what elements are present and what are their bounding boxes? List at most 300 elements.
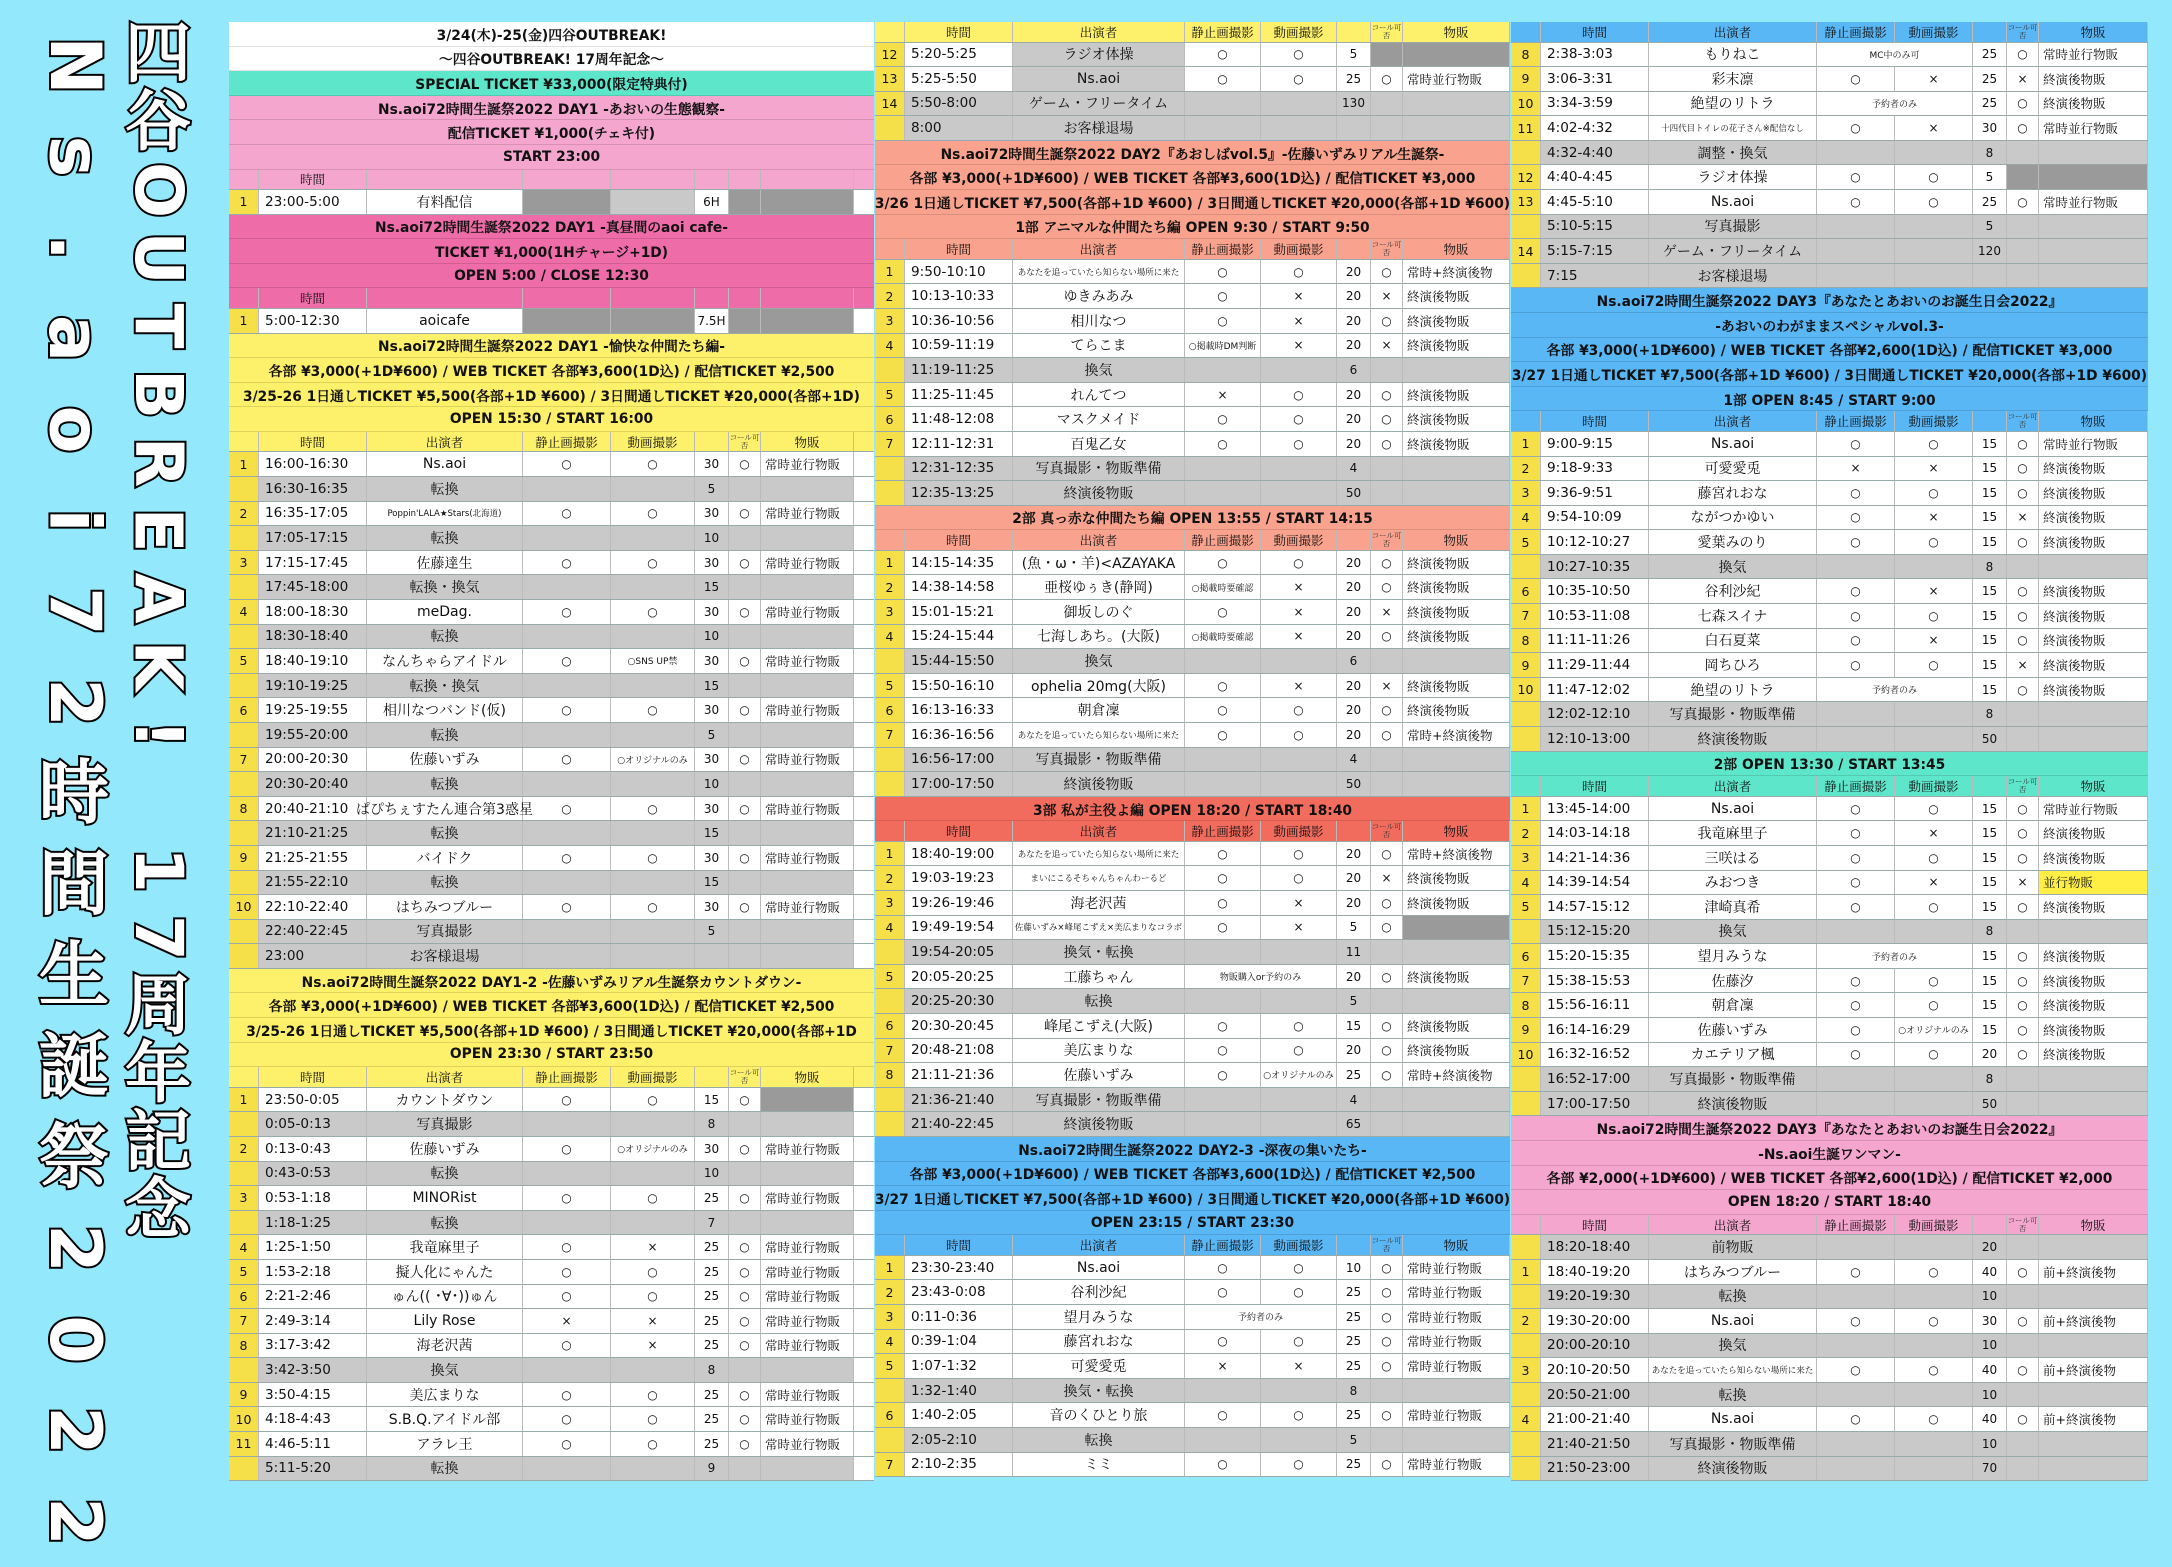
header-video-permission: 動画撮影: [611, 1067, 695, 1087]
time-slot: 19:10-19:25: [259, 674, 367, 698]
video-permission: [1895, 141, 1973, 165]
row-number: 7: [1511, 969, 1541, 993]
title-char: 2: [33, 678, 116, 727]
header-video-permission: 動画撮影: [1895, 411, 1973, 431]
merch-type: [761, 944, 854, 968]
performer-name: あなたを追っていたら知らない場所に来た: [1013, 723, 1185, 747]
duration: 8: [1973, 141, 2007, 165]
call-allowed: ○: [1371, 965, 1403, 989]
photo-permission: [523, 526, 611, 550]
video-permission: [611, 944, 695, 968]
performer-name: 転換: [1013, 1428, 1185, 1452]
call-allowed: ○: [1371, 1330, 1403, 1354]
duration: 25: [1973, 190, 2007, 214]
performer-name: 写真撮影・物販準備: [1013, 748, 1185, 772]
duration: 5: [1337, 43, 1371, 67]
table-row: [229, 502, 874, 527]
duration: 11: [1337, 940, 1371, 964]
video-permission: ○: [611, 1407, 695, 1431]
header-video-permission: 動画撮影: [1895, 22, 1973, 42]
duration: [695, 944, 729, 968]
call-allowed: [2007, 239, 2039, 263]
header-merch-type: 物販: [1403, 239, 1510, 259]
merch-type: [761, 871, 854, 895]
duration: 5: [695, 477, 729, 501]
time-slot: 1:40-2:05: [905, 1403, 1013, 1427]
photo-permission: [1817, 1432, 1895, 1456]
photo-permission: [1817, 1334, 1895, 1358]
table-row: [875, 1330, 1510, 1355]
photo-permission: ○: [523, 1407, 611, 1431]
time-slot: 20:48-21:08: [905, 1039, 1013, 1063]
table-row: [875, 1256, 1510, 1281]
merch-type: 常時+終演後物: [1403, 723, 1510, 747]
duration: 15: [695, 871, 729, 895]
merch-type: [1403, 1379, 1510, 1403]
table-row: [229, 1088, 874, 1113]
table-row: [229, 1432, 874, 1457]
header-row-number: [875, 530, 905, 550]
performer-name: もりねこ: [1649, 43, 1817, 67]
time-slot: 17:00-17:50: [1541, 1092, 1649, 1116]
merch-type: 終演後物販: [2039, 1043, 2148, 1067]
video-permission: ○: [1895, 895, 1973, 919]
row-number: 5: [229, 1260, 259, 1284]
header-photo-permission: [523, 288, 611, 308]
header-duration: [1337, 239, 1371, 259]
merch-type: [1403, 481, 1510, 505]
section-banner: Ns.aoi72時間生誕祭2022 DAY2-3 -深夜の集いたち-: [875, 1137, 1510, 1162]
photo-permission: ○: [1185, 1256, 1261, 1280]
time-slot: 4:46-5:11: [259, 1432, 367, 1456]
title-char: 谷: [125, 83, 191, 160]
photo-permission: [523, 674, 611, 698]
header-row-number: [229, 432, 259, 452]
photo-permission: [1185, 116, 1261, 140]
merch-type: 常時+終演後物: [1403, 260, 1510, 284]
video-permission: [1261, 1428, 1337, 1452]
row-number: [1511, 555, 1541, 579]
performer-name: ゲーム・フリータイム: [1013, 92, 1185, 116]
time-slot: 18:40-19:20: [1541, 1260, 1649, 1284]
duration: 20: [1337, 723, 1371, 747]
performer-name: 換気: [1649, 555, 1817, 579]
duration: [1973, 264, 2007, 288]
video-permission: [1895, 1285, 1973, 1309]
performer-name: 写真撮影・物販準備: [1649, 1067, 1817, 1091]
table-header: [1511, 411, 2148, 432]
performer-name: バイドク: [367, 846, 523, 870]
row-number: 9: [229, 846, 259, 870]
duration: 15: [1973, 457, 2007, 481]
time-slot: 19:25-19:55: [259, 698, 367, 722]
table-row: [1511, 457, 2148, 482]
photo-permission: ×: [1185, 383, 1261, 407]
time-slot: 5:00-12:30: [259, 309, 367, 333]
video-permission: ×: [1261, 309, 1337, 333]
title-char: N: [33, 36, 116, 95]
time-slot: 4:02-4:32: [1541, 116, 1649, 140]
call-allowed: [2007, 727, 2039, 751]
duration: 20: [1337, 1039, 1371, 1063]
row-number: 6: [229, 698, 259, 722]
call-allowed: [729, 575, 761, 599]
performer-name: 転換: [367, 526, 523, 550]
call-allowed: ○: [1371, 432, 1403, 456]
performer-name: 転換: [1013, 989, 1185, 1013]
call-allowed: ○: [1371, 916, 1403, 940]
performer-name: 終演後物販: [1649, 1092, 1817, 1116]
title-char: 念: [125, 1171, 191, 1248]
time-slot: 8:00: [905, 116, 1013, 140]
time-slot: 0:39-1:04: [905, 1330, 1013, 1354]
table-row: [1511, 1309, 2148, 1334]
table-row: [1511, 920, 2148, 945]
row-number: 7: [875, 1039, 905, 1063]
duration: 25: [1337, 1403, 1371, 1427]
call-allowed: ○: [2007, 797, 2039, 821]
photo-permission: ○: [1185, 1280, 1261, 1304]
photo-permission: [1817, 1457, 1895, 1481]
call-allowed: [2007, 1092, 2039, 1116]
row-number: 6: [1511, 579, 1541, 603]
row-number: 4: [1511, 1407, 1541, 1431]
duration: 40: [1973, 1358, 2007, 1382]
photo-permission: ○: [1185, 67, 1261, 91]
merch-type: 常時並行物販: [761, 1137, 854, 1161]
call-allowed: [729, 1162, 761, 1186]
header-performer-name: 出演者: [1013, 1235, 1185, 1255]
photo-permission: [523, 772, 611, 796]
row-number: 3: [1511, 1358, 1541, 1382]
merch-type: 終演後物販: [1403, 575, 1510, 599]
header-performer-name: 出演者: [367, 1067, 523, 1087]
header-merch-type: [761, 170, 854, 190]
table-row: [229, 674, 874, 699]
performer-name: なんちゃらアイドル: [367, 649, 523, 673]
time-slot: 19:03-19:23: [905, 866, 1013, 890]
merch-type: [761, 477, 854, 501]
header-row-number: [875, 1235, 905, 1255]
video-permission: [611, 871, 695, 895]
video-permission: ○: [1261, 866, 1337, 890]
photo-permission: MC中のみ可: [1817, 43, 1973, 67]
header-time-slot: 時間: [1541, 1215, 1649, 1235]
duration: 15: [1973, 678, 2007, 702]
time-slot: 9:36-9:51: [1541, 481, 1649, 505]
performer-name: 十四代目トイレの花子さん※配信なし: [1649, 116, 1817, 140]
video-permission: [1261, 92, 1337, 116]
header-time-slot: 時間: [905, 530, 1013, 550]
performer-name: 百鬼乙女: [1013, 432, 1185, 456]
merch-type: [2039, 264, 2148, 288]
time-slot: 15:38-15:53: [1541, 969, 1649, 993]
duration: 5: [1973, 215, 2007, 239]
table-row: [229, 1211, 874, 1236]
header-call-allowed: コール可否: [729, 432, 760, 450]
header-time-slot: 時間: [259, 170, 367, 190]
time-slot: 10:53-11:08: [1541, 604, 1649, 628]
time-slot: 16:52-17:00: [1541, 1067, 1649, 1091]
table-header: [1511, 22, 2148, 43]
merch-type: 常時並行物販: [761, 1334, 854, 1358]
performer-name: 転換: [367, 1457, 523, 1481]
call-allowed: [1371, 1112, 1403, 1136]
performer-name: ながつかゆい: [1649, 506, 1817, 530]
time-slot: 18:20-18:40: [1541, 1235, 1649, 1259]
title-right: [110, 15, 206, 1248]
time-slot: 5:15-7:15: [1541, 239, 1649, 263]
duration: 10: [695, 1162, 729, 1186]
merch-type: 終演後物販: [1403, 600, 1510, 624]
performer-name: ラジオ体操: [1649, 165, 1817, 189]
title-char: 誕: [39, 1025, 109, 1107]
duration: 7: [695, 1211, 729, 1235]
section-banner: 各部 ¥2,000(+1D¥600) / WEB TICKET 各部¥2,600(1D込) / 配信TICKET ¥2,000: [1511, 1166, 2148, 1191]
performer-name: 転換: [367, 723, 523, 747]
video-permission: [1261, 748, 1337, 772]
merch-type: 前+終演後物: [2039, 1358, 2148, 1382]
performer-name: MINORist: [367, 1186, 523, 1210]
header-performer-name: 出演者: [1013, 22, 1185, 42]
duration: 30: [1973, 116, 2007, 140]
duration: 20: [1337, 309, 1371, 333]
table-row: [875, 358, 1510, 383]
header-call-allowed: コール可否: [1371, 22, 1402, 40]
photo-permission: ○: [1185, 916, 1261, 940]
merch-type: [1403, 1112, 1510, 1136]
table-row: [875, 407, 1510, 432]
video-permission: ○: [1261, 43, 1337, 67]
photo-permission: ○: [1817, 1260, 1895, 1284]
video-permission: [1895, 920, 1973, 944]
performer-name: 調整・換気: [1649, 141, 1817, 165]
photo-permission: ○: [1817, 190, 1895, 214]
table-row: [229, 477, 874, 502]
performer-name: ゆきみあみ: [1013, 284, 1185, 308]
performer-name: 佐藤いずみ×峰尾こずえ×美広まりなコラボ: [1013, 916, 1185, 940]
duration: 8: [1973, 702, 2007, 726]
duration: 20: [1337, 551, 1371, 575]
performer-name: 亜桜ゆぅき(静岡): [1013, 575, 1185, 599]
table-row: [229, 526, 874, 551]
row-number: 3: [1511, 481, 1541, 505]
time-slot: 7:15: [1541, 264, 1649, 288]
duration: 25: [695, 1432, 729, 1456]
row-number: 7: [229, 748, 259, 772]
merch-type: 終演後物販: [1403, 1039, 1510, 1063]
performer-name: 擬人化にゃんた: [367, 1260, 523, 1284]
time-slot: 5:25-5:50: [905, 67, 1013, 91]
duration: 8: [1973, 555, 2007, 579]
section-banner: Ns.aoi72時間生誕祭2022 DAY3『あなたとあおいのお誕生日会2022』: [1511, 1116, 2148, 1141]
duration: 15: [1973, 797, 2007, 821]
video-permission: ×: [1261, 891, 1337, 915]
header-duration: [1973, 776, 2007, 796]
row-number: 4: [875, 1330, 905, 1354]
video-permission: ○: [1895, 1309, 1973, 1333]
performer-name: 換気: [1013, 358, 1185, 382]
section-banner: 3/25-26 1日通しTICKET ¥5,500(各部+1D ¥600) / 3日間通しTICKET ¥20,000(各部+1D): [229, 383, 874, 408]
performer-name: 美広まりな: [367, 1383, 523, 1407]
performer-name: 転換: [367, 477, 523, 501]
table-row: [229, 625, 874, 650]
row-number: 3: [875, 600, 905, 624]
table-row: [229, 895, 874, 920]
row-number: [1511, 1285, 1541, 1309]
video-permission: ○: [611, 1186, 695, 1210]
row-number: [229, 772, 259, 796]
photo-permission: ○: [523, 846, 611, 870]
performer-name: 転換: [367, 625, 523, 649]
performer-name: 有料配信: [367, 190, 523, 214]
video-permission: ×: [611, 1235, 695, 1259]
merch-type: [1403, 43, 1510, 67]
photo-permission: ○掲載時要確認: [1185, 625, 1261, 649]
performer-name: 望月みうな: [1013, 1305, 1185, 1329]
performer-name: お客様退場: [367, 944, 523, 968]
row-number: 2: [875, 866, 905, 890]
table-row: [1511, 821, 2148, 846]
video-permission: ○: [1261, 260, 1337, 284]
table-row: [875, 1039, 1510, 1064]
section-banner: 3部 私が主役よ編 OPEN 18:20 / START 18:40: [875, 797, 1510, 822]
video-permission: ○: [1261, 1014, 1337, 1038]
call-allowed: [729, 920, 761, 944]
time-slot: 2:21-2:46: [259, 1285, 367, 1309]
duration: 20: [1973, 1043, 2007, 1067]
performer-name: 終演後物販: [1649, 727, 1817, 751]
table-header: [229, 432, 874, 453]
video-permission: ○: [1895, 1260, 1973, 1284]
call-allowed: ○: [1371, 842, 1403, 866]
merch-type: 常時並行物販: [1403, 1403, 1510, 1427]
photo-permission: ○: [523, 1432, 611, 1456]
table-row: [1511, 1407, 2148, 1432]
time-slot: 3:42-3:50: [259, 1358, 367, 1382]
call-allowed: ×: [2007, 506, 2039, 530]
time-slot: 20:50-21:00: [1541, 1383, 1649, 1407]
table-row: [875, 1379, 1510, 1404]
time-slot: 5:20-5:25: [905, 43, 1013, 67]
performer-name: 我竜麻里子: [367, 1235, 523, 1259]
performer-name: 写真撮影・物販準備: [1013, 1088, 1185, 1112]
photo-permission: ×: [1185, 1354, 1261, 1378]
call-allowed: ○: [729, 1137, 761, 1161]
table-header: [229, 288, 874, 309]
header-call-allowed: [729, 170, 761, 190]
merch-type: 終演後物販: [2039, 653, 2148, 677]
performer-name: ophelia 20mg(大阪): [1013, 674, 1185, 698]
duration: 25: [1337, 1354, 1371, 1378]
section-banner: 各部 ¥3,000(+1D¥600) / WEB TICKET 各部¥3,600(1D込) / 配信TICKET ¥2,500: [229, 993, 874, 1018]
section-banner: 各部 ¥3,000(+1D¥600) / WEB TICKET 各部¥2,600(1D込) / 配信TICKET ¥3,000: [1511, 338, 2148, 363]
photo-permission: ○: [1185, 723, 1261, 747]
row-number: 2: [1511, 457, 1541, 481]
photo-permission: ○: [523, 452, 611, 476]
header-call-allowed: コール可否: [2007, 1215, 2038, 1233]
header-duration: [695, 1067, 729, 1087]
duration: 30: [695, 1137, 729, 1161]
row-number: [229, 821, 259, 845]
call-allowed: ○: [1371, 1354, 1403, 1378]
section-banner: 3/27 1日通しTICKET ¥7,500(各部+1D ¥600) / 3日間通しTICKET ¥20,000(各部+1D ¥600): [875, 1186, 1510, 1211]
call-allowed: ○: [729, 600, 761, 624]
section-banner: 〜四谷OUTBREAK! 17周年記念〜: [229, 47, 874, 72]
duration: 50: [1973, 727, 2007, 751]
table-row: [229, 600, 874, 625]
table-row: [875, 649, 1510, 674]
merch-type: 終演後物販: [2039, 846, 2148, 870]
video-permission: [611, 1162, 695, 1186]
video-permission: ○オリジナルのみ: [611, 1137, 695, 1161]
row-number: 7: [875, 723, 905, 747]
photo-permission: [1817, 239, 1895, 263]
video-permission: ○: [1895, 846, 1973, 870]
time-slot: 19:54-20:05: [905, 940, 1013, 964]
video-permission: ×: [1261, 284, 1337, 308]
row-number: 2: [1511, 821, 1541, 845]
time-slot: 20:30-20:45: [905, 1014, 1013, 1038]
table-row: [875, 1428, 1510, 1453]
row-number: 1: [1511, 432, 1541, 456]
title-char: !: [119, 718, 197, 750]
duration: 40: [1973, 1407, 2007, 1431]
table-row: [229, 1383, 874, 1408]
title-char: 2: [33, 1406, 116, 1455]
duration: 25: [1337, 1330, 1371, 1354]
duration: [1337, 116, 1371, 140]
video-permission: ○: [1895, 1043, 1973, 1067]
video-permission: ○: [611, 551, 695, 575]
header-photo-permission: 静止画撮影: [1817, 411, 1895, 431]
title-char: 1: [120, 847, 197, 893]
table-row: [1511, 165, 2148, 190]
schedule-column-2: [875, 22, 1510, 1477]
call-allowed: ○: [729, 1334, 761, 1358]
duration: 25: [695, 1407, 729, 1431]
video-permission: ○: [1895, 653, 1973, 677]
row-number: [1511, 1383, 1541, 1407]
merch-type: [761, 772, 854, 796]
duration: 50: [1337, 481, 1371, 505]
video-permission: ○: [611, 452, 695, 476]
schedule-column-1: [229, 22, 874, 1481]
merch-type: 常時並行物販: [761, 1383, 854, 1407]
duration: 15: [695, 674, 729, 698]
call-allowed: ○: [729, 649, 761, 673]
row-number: 5: [875, 1354, 905, 1378]
time-slot: 16:35-17:05: [259, 502, 367, 526]
photo-permission: [523, 920, 611, 944]
merch-type: [761, 575, 854, 599]
table-row: [229, 1309, 874, 1334]
duration: 30: [695, 551, 729, 575]
section-banner: SPECIAL TICKET ¥33,000(限定特典付): [229, 71, 874, 96]
performer-name: 終演後物販: [1013, 481, 1185, 505]
video-permission: ○: [611, 1432, 695, 1456]
video-permission: [1895, 1383, 1973, 1407]
table-row: [875, 1063, 1510, 1088]
video-permission: ×: [1895, 579, 1973, 603]
photo-permission: [1817, 1235, 1895, 1259]
duration: 25: [1337, 1063, 1371, 1087]
call-allowed: ○: [2007, 944, 2039, 968]
photo-permission: [523, 1112, 611, 1136]
time-slot: 3:06-3:31: [1541, 67, 1649, 91]
schedule-column-3: [1511, 22, 2148, 1481]
performer-name: てらこま: [1013, 334, 1185, 358]
